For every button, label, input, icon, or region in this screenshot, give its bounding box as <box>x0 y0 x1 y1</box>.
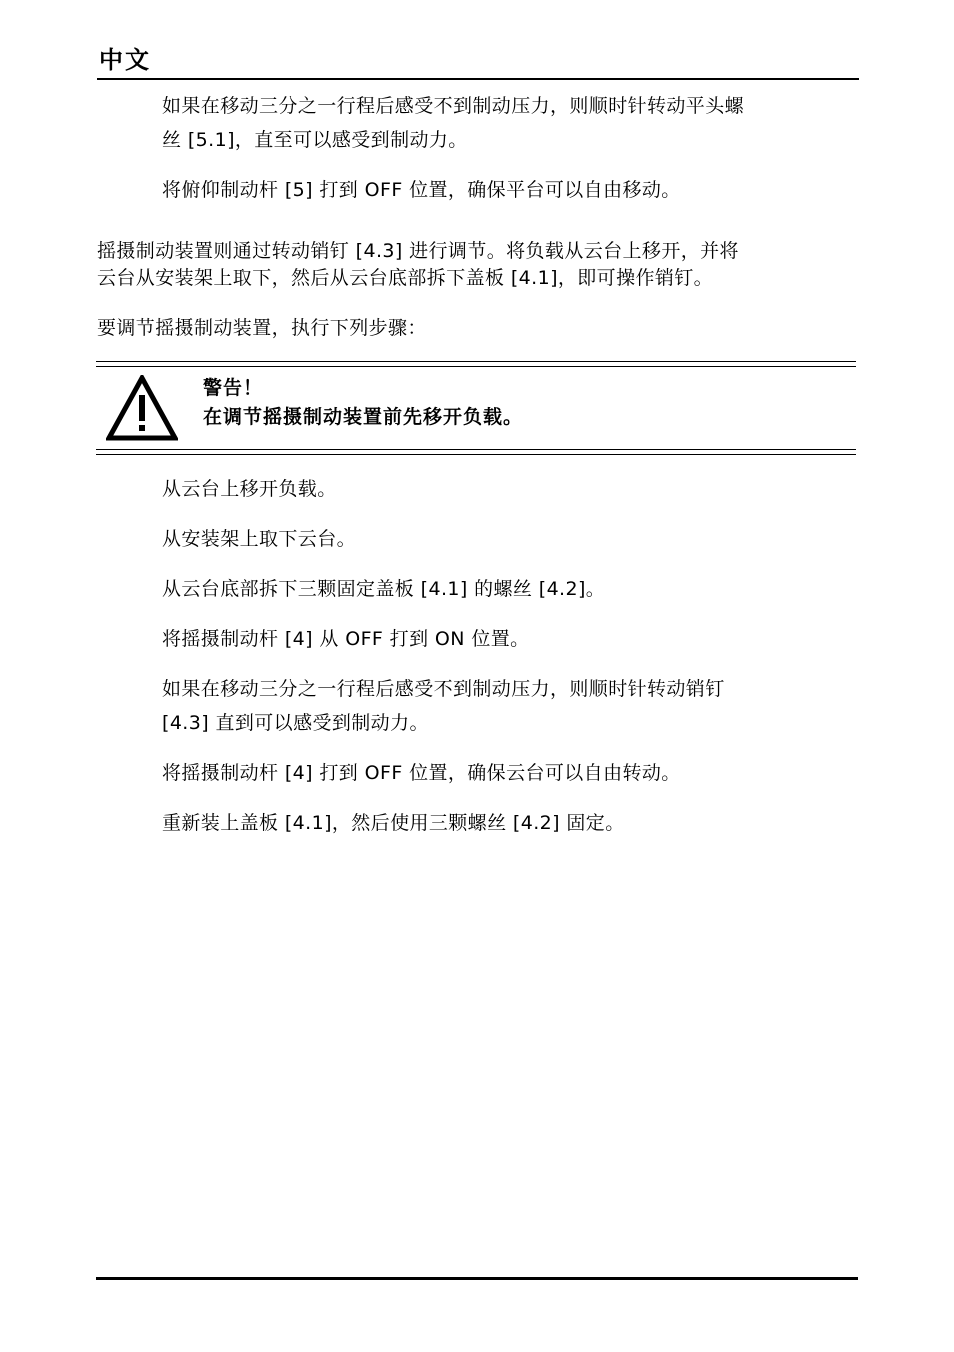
footer-rule <box>96 1277 858 1280</box>
step-7: 重新装上盖板 [4.1]，然后使用三颗螺丝 [4.2] 固定。 <box>162 812 625 834</box>
warning-title: 警告！ <box>203 377 264 399</box>
step-2: 从安装架上取下云台。 <box>162 528 357 550</box>
steps-intro: 要调节摇摄制动装置，执行下列步骤： <box>97 317 427 339</box>
step-5-line-1: 如果在移动三分之一行程后感受不到制动压力，则顺时针转动销钉 <box>162 678 725 700</box>
page-header <box>97 42 859 80</box>
step-1: 从云台上移开负载。 <box>162 478 337 500</box>
warning-text: 在调节摇摄制动装置前先移开负载。 <box>203 406 524 428</box>
tilt-brake-off-line: 将俯仰制动杆 [5] 打到 OFF 位置，确保平台可以自由移动。 <box>162 179 681 201</box>
step-3: 从云台底部拆下三颗固定盖板 [4.1] 的螺丝 [4.2]。 <box>162 578 606 600</box>
pan-brake-intro-line-1: 摇摄制动装置则通过转动销钉 [4.3] 进行调节。将负载从云台上移开，并将 <box>97 240 739 262</box>
step-5-line-2: [4.3] 直到可以感受到制动力。 <box>162 712 429 734</box>
language-title: 中文 <box>99 46 151 74</box>
warning-triangle-icon <box>106 375 178 441</box>
step-4: 将摇摄制动杆 [4] 从 OFF 打到 ON 位置。 <box>162 628 530 650</box>
step-6: 将摇摄制动杆 [4] 打到 OFF 位置，确保云台可以自由转动。 <box>162 762 681 784</box>
tilt-brake-adjust-line-1: 如果在移动三分之一行程后感受不到制动压力，则顺时针转动平头螺 <box>162 95 745 117</box>
warning-bottom-rule <box>96 449 856 455</box>
tilt-brake-adjust-line-2: 丝 [5.1]，直至可以感受到制动力。 <box>162 129 468 151</box>
pan-brake-intro-line-2: 云台从安装架上取下，然后从云台底部拆下盖板 [4.1]，即可操作销钉。 <box>97 267 714 289</box>
warning-top-rule <box>96 361 856 367</box>
